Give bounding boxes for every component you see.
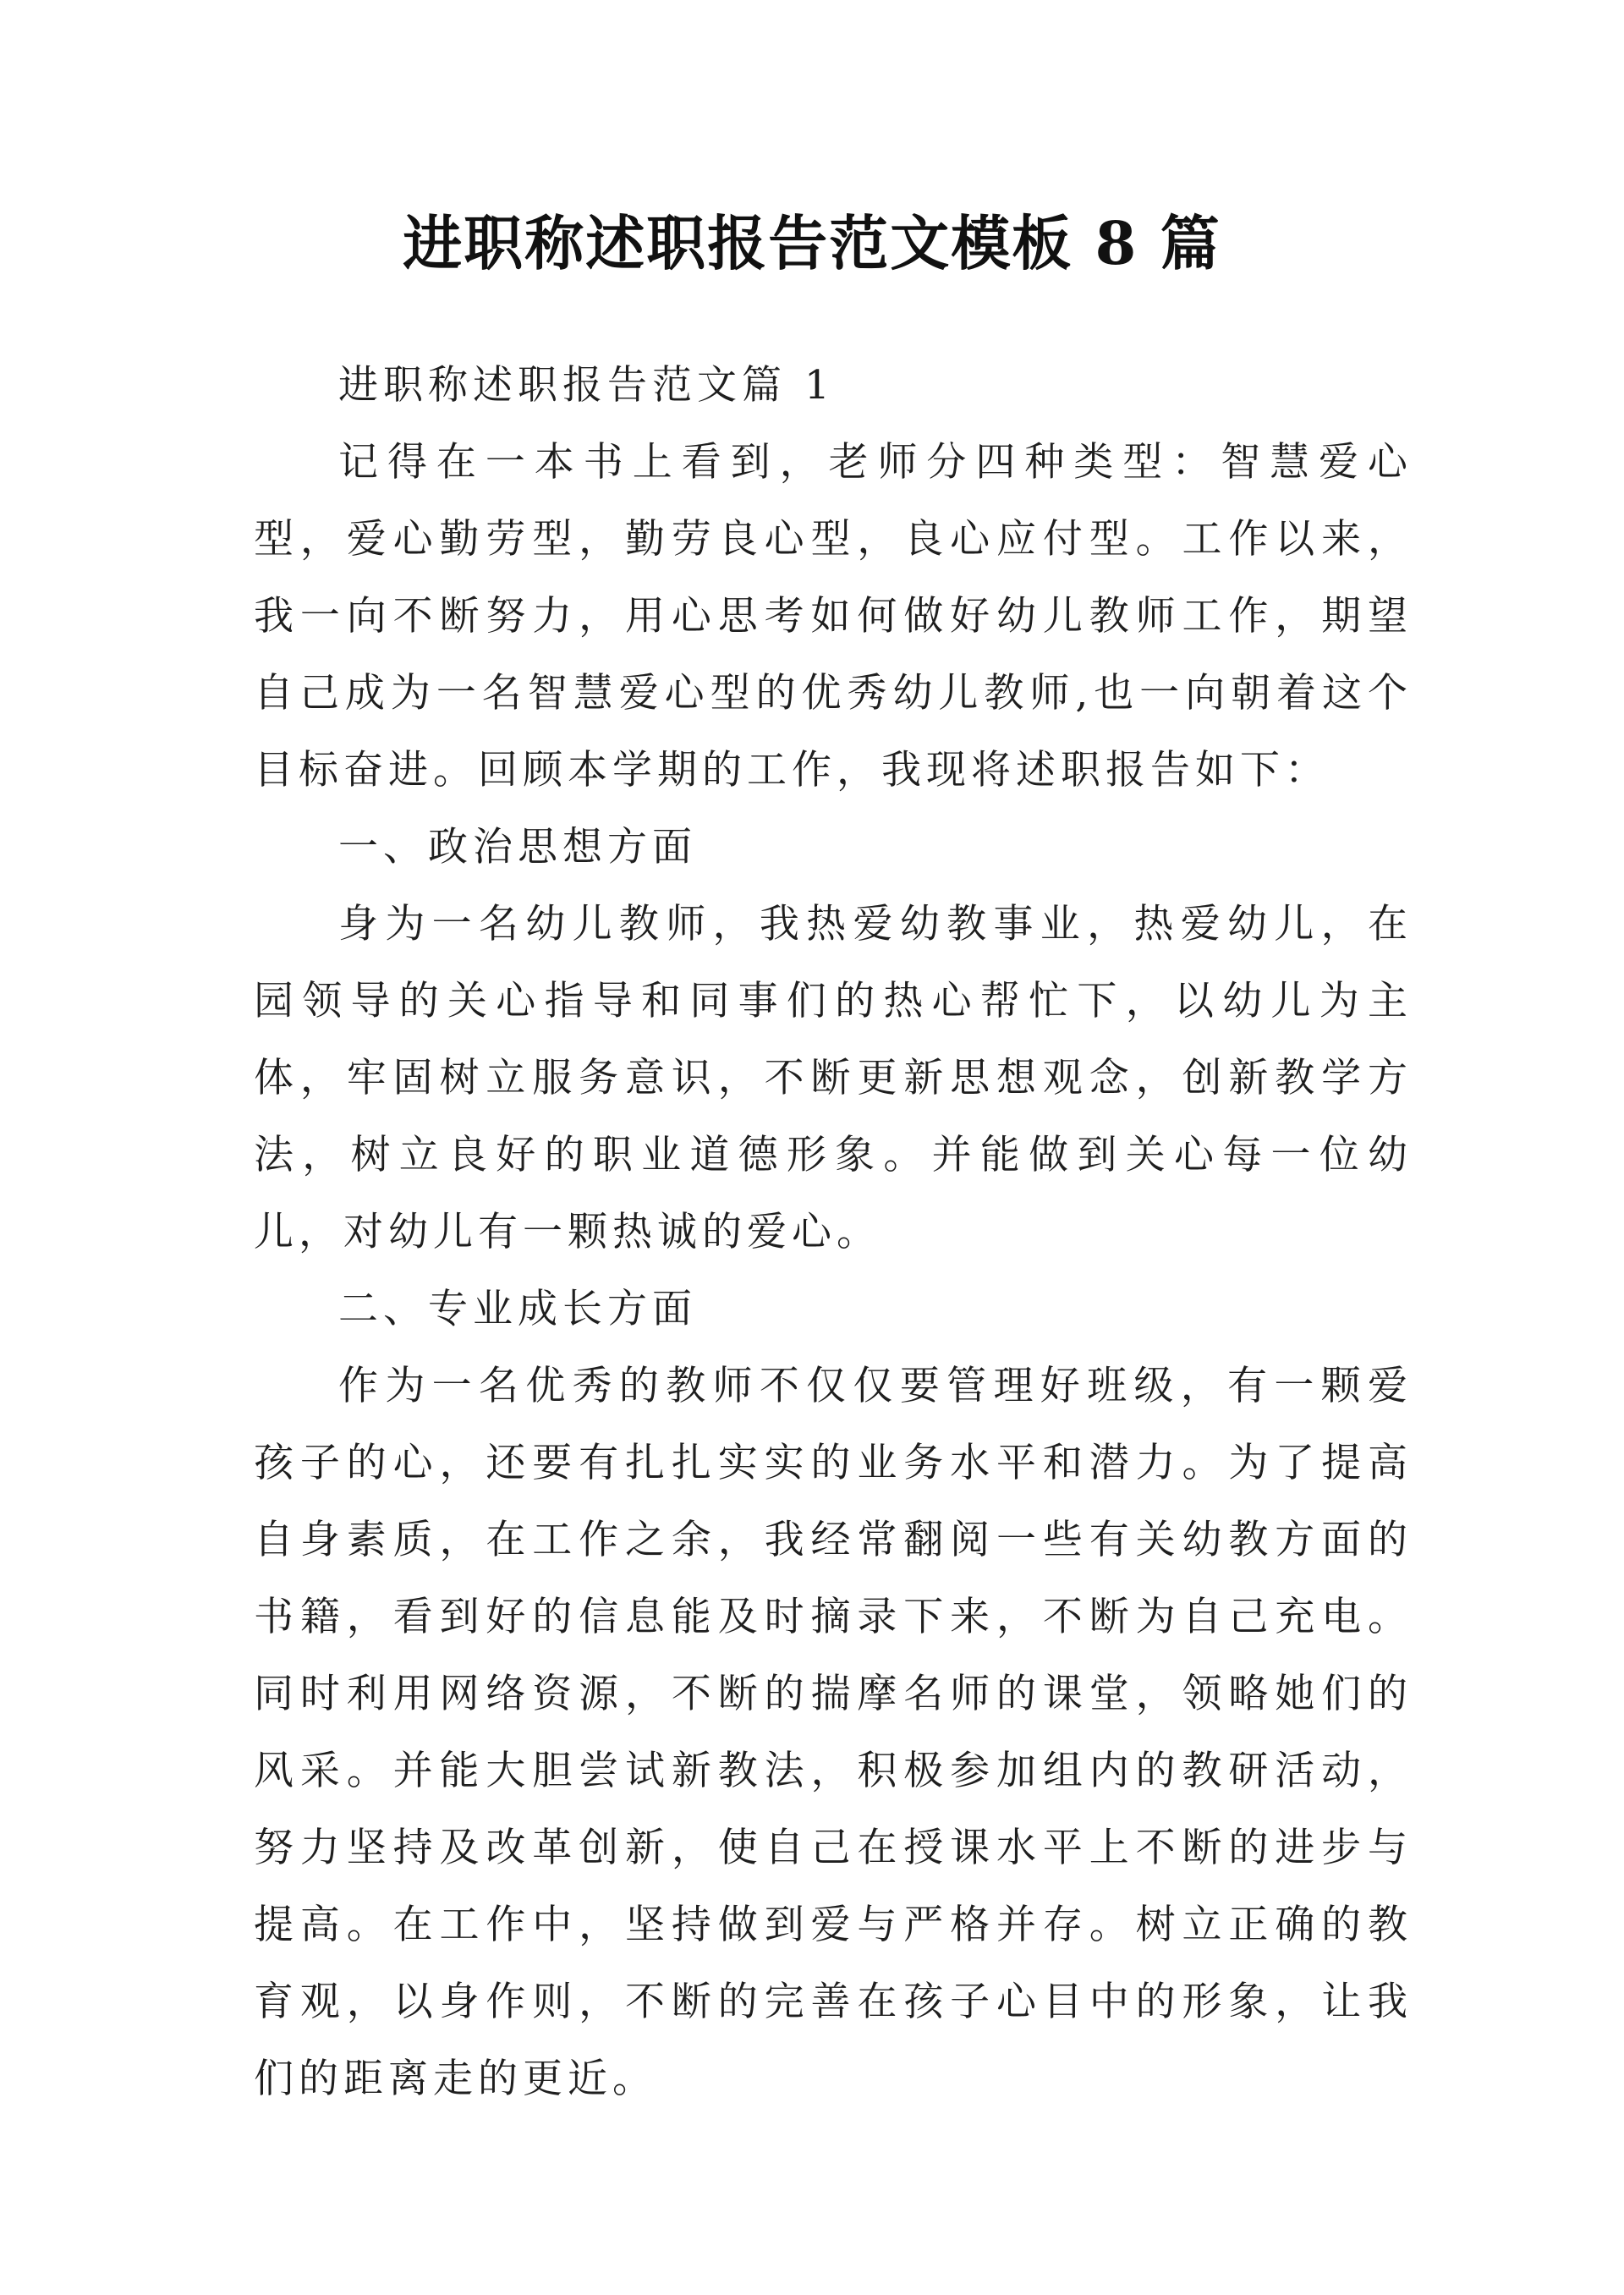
document-body — [254, 347, 1413, 2117]
document-title: 进职称述职报告范文模板 8 篇 — [403, 208, 1221, 278]
political-paragraph: 身为一名幼儿教师，我热爱幼教事业，热爱幼儿，在园领导的关心指导和同事们的热心帮忙下，以幼儿为主体，牢固树立服务意识，不断更新思想观念，创新教学方法，树立良好的职业道德形象。并能做到关心每一位幼儿，对幼儿有一颗热诚的爱心。 — [254, 901, 1413, 1255]
section-heading-political: 一、政治思想方面 — [338, 824, 697, 870]
intro-paragraph: 记得在一本书上看到，老师分四种类型：智慧爱心型，爱心勤劳型，勤劳良心型，良心应付型。工作以来，我一向不断努力，用心思考如何做好幼儿教师工作，期望自己成为一名智慧爱心型的优秀幼儿教师,也一向朝着这个目标奋进。回顾本学期的工作，我现将述职报告如下： — [254, 439, 1413, 793]
section-heading-article-1: 进职称述职报告范文篇 1 — [338, 362, 835, 409]
professional-paragraph: 作为一名优秀的教师不仅仅要管理好班级，有一颗爱孩子的心，还要有扎扎实实的业务水平和潜力。为了提高自身素质，在工作之余，我经常翻阅一些有关幼教方面的书籍，看到好的信息能及时摘录下来，不断为自己充电。同时利用网络资源，不断的揣摩名师的课堂，领略她们的风采。并能大胆尝试新教法，积极参加组内的教研活动，努力坚持及改革创新，使自己在授课水平上不断的进步与提高。在工作中，坚持做到爱与严格并存。树立正确的教育观，以身作则，不断的完善在孩子心目中的形象，让我们的距离走的更近。 — [254, 1363, 1413, 2102]
section-heading-professional: 二、专业成长方面 — [338, 1286, 697, 1332]
